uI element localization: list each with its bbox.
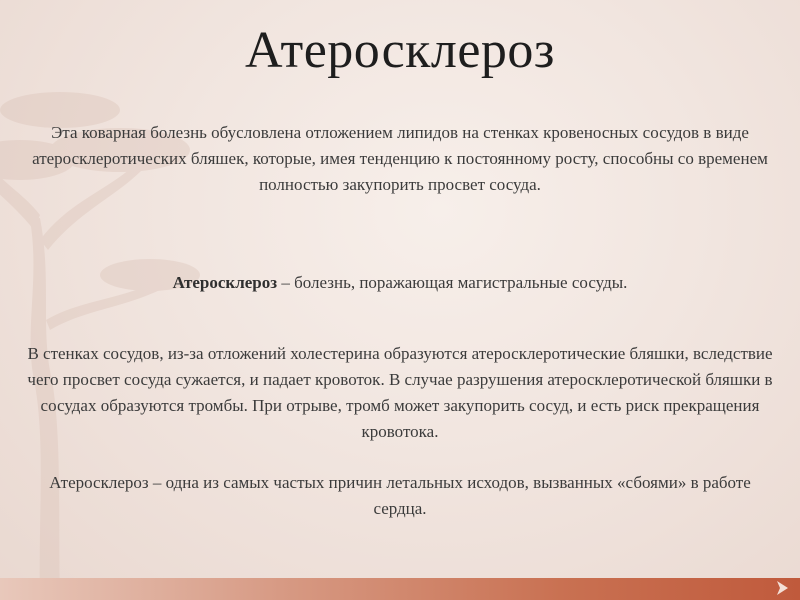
next-slide-arrow-icon[interactable] bbox=[772, 578, 792, 598]
paragraph-intro: Эта коварная болезнь обусловлена отложением липидов на стенках кровеносных сосудов в виде атеросклеротических бляшек, которые, имея тенденцию к постоянному росту, способны со временем полностью закупорить просвет сосуда. bbox=[32, 123, 768, 194]
paragraph-definition bbox=[25, 270, 775, 296]
definition-text: – болезнь, поражающая магистральные сосуды. bbox=[277, 273, 628, 292]
definition-term: Атеросклероз bbox=[172, 273, 278, 292]
paragraph-conclusion: Атеросклероз – одна из самых частых причин летальных исходов, вызванных «сбоями» в работе сердца. bbox=[49, 473, 751, 518]
paragraph-mechanism: В стенках сосудов, из-за отложений холестерина образуются атеросклеротические бляшки, вследствие чего просвет сосуда сужается, и падает кровоток. В случае разрушения атеросклеротической бляшки в сосудах образуются тромбы. При отрыве, тромб может закупорить сосуд, и есть риск прекращения кровотока. bbox=[27, 344, 773, 441]
slide-title: Атеросклероз bbox=[245, 22, 555, 79]
bottom-decorative-bar bbox=[0, 578, 800, 600]
